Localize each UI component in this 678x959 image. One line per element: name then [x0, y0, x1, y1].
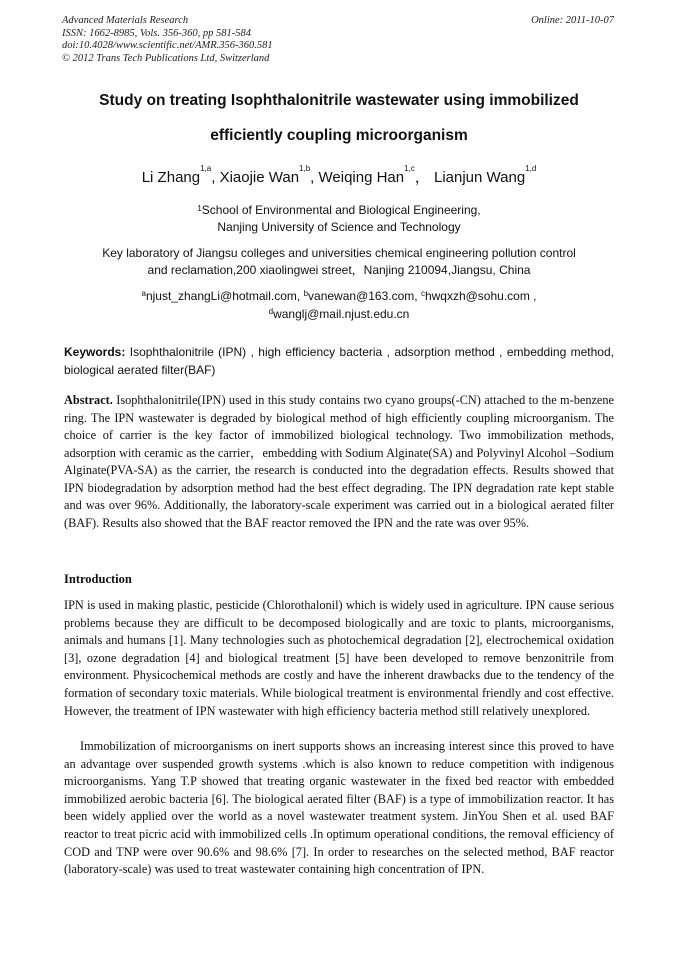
- intro-paragraph-1: IPN is used in making plastic, pesticide (Chlorothalonil) which is widely used in agriculture. IPN cause serious problems because they are difficult to be decomposed biologically and are toxic to plants, microorganisms, animals and humans [1]. Many technologies such as photochemical degradation [2], electrochemical oxidation [3], ozone degradation [4] and biological treatment [5] have been developed to remove benzonitrile from environment. Physicochemical methods are costly and have the inherent drawbacks due to the tendency of the formation of secondary toxic materials. While biological treatment is environmental friendly and cost effective. However, the treatment of IPN wastewater with high efficiency bacteria method still relatively unexplored.: [64, 598, 614, 718]
- author-sup: 1,d: [525, 164, 537, 173]
- email-list: [40, 287, 638, 323]
- intro-paragraph-2: Immobilization of microorganisms on inert supports shows an increasing interest since this proved to have an advantage over suspended growth systems .which is also known to reduce competition with indigenous microorganisms. Yang T.P showed that treating organic wastewater in the fixed bed reactor with embedded immobilized aerobic bacteria [6]. The biological aerated filter (BAF) is a type of immobilization reactor. It has been widely applied over the world as a novel wastewater treatment system. JinYou Shen et al. used BAF reactor to treat picric acid with immobilized cells .In optimum operational conditions, the removal efficiency of COD and TNP were over 90.6% and 98.6% [7]. In order to researches on the selected method, BAF reactor (laboratory-scale) was used to treat wastewater containing high concentration of IPN.: [64, 739, 614, 877]
- affiliation-text: Key laboratory of Jiangsu colleges and universities chemical engineering pollution control: [102, 246, 576, 260]
- affiliation-1: [40, 202, 638, 236]
- keywords-label: Keywords:: [64, 345, 126, 359]
- keywords-block: [64, 343, 614, 379]
- author-separator: ，: [414, 169, 430, 186]
- author-name: Lianjun Wang: [433, 169, 526, 186]
- online-date: Online: 2011-10-07: [531, 15, 614, 26]
- paper-title-line-2: efficiently coupling microorganism: [210, 127, 468, 144]
- doi-line: doi:10.4028/www.scientific.net/AMR.356-360.581: [62, 40, 273, 51]
- author-sup: 1,b: [299, 164, 311, 173]
- issn-line: ISSN: 1662-8985, Vols. 356-360, pp 581-584: [62, 27, 251, 39]
- affiliation-text: School of Environmental and Biological Engineering,: [201, 203, 481, 217]
- author-separator: ,: [211, 169, 220, 186]
- author-separator: ,: [310, 169, 319, 186]
- copyright-line: © 2012 Trans Tech Publications Ltd, Switzerland: [62, 52, 270, 64]
- affiliation-text: Nanjing University of Science and Technology: [217, 220, 461, 234]
- author-sup: 1,a: [200, 164, 212, 173]
- email-link[interactable]: njust_zhangLi@hotmail.com,: [145, 289, 301, 303]
- affiliation-sup: 1: [197, 204, 202, 213]
- author-name: Xiaojie Wan: [219, 169, 300, 186]
- keywords-text: Isophthalonitrile (IPN) , high efficiency bacteria , adsorption method , embedding method, biological aerated filter(BAF): [64, 345, 614, 377]
- affiliation-2: [40, 245, 638, 279]
- journal-header: [62, 15, 273, 65]
- journal-name: Advanced Materials Research: [62, 15, 189, 26]
- email-sup: a: [141, 289, 146, 298]
- email-link[interactable]: vanewan@163.com,: [308, 289, 418, 303]
- email-sup: c: [420, 289, 425, 298]
- abstract-block: [64, 392, 614, 532]
- author-name: Weiqing Han: [318, 169, 405, 186]
- email-link[interactable]: wanglj@mail.njust.edu.cn: [273, 307, 410, 321]
- section-heading-introduction: Introduction: [64, 572, 132, 586]
- author-sup: 1,c: [404, 164, 415, 173]
- author-list: [40, 166, 638, 187]
- email-sup: d: [268, 307, 274, 316]
- abstract-text: Isophthalonitrile(IPN) used in this study contains two cyano groups(-CN) attached to the m-benzene ring. The IPN wastewater is degraded by biological method of high efficiently coupling microorganism. The choice of carrier is the key factor of immobilized biological technology. Two immobilization methods, adsorption with ceramic as the carrier，embedding with Sodium Alginate(SA) and Polyvinyl Alcohol –Sodium Alginate(PVA-SA) as the carrier, the research is conducted into the degradation effects. Results showed that IPN biodegradation by adsorption method had the best effect degrading. The IPN degradation rate kept stable and was over 96%. Additionally, the laboratory-scale experiment was carried out in a biological aerated filter (BAF). Results also showed that the BAF reactor removed the IPN and the rate was over 95%.: [64, 393, 614, 530]
- affiliation-text: and reclamation,200 xiaolingwei street，Nanjing 210094,Jiangsu, China: [147, 263, 531, 277]
- author-name: Li Zhang: [141, 169, 201, 186]
- abstract-label: Abstract.: [64, 393, 113, 407]
- email-link[interactable]: hwqxzh@sohu.com ,: [424, 289, 537, 303]
- email-sup: b: [303, 289, 309, 298]
- paper-title-line-1: Study on treating Isophthalonitrile wastewater using immobilized: [99, 92, 579, 109]
